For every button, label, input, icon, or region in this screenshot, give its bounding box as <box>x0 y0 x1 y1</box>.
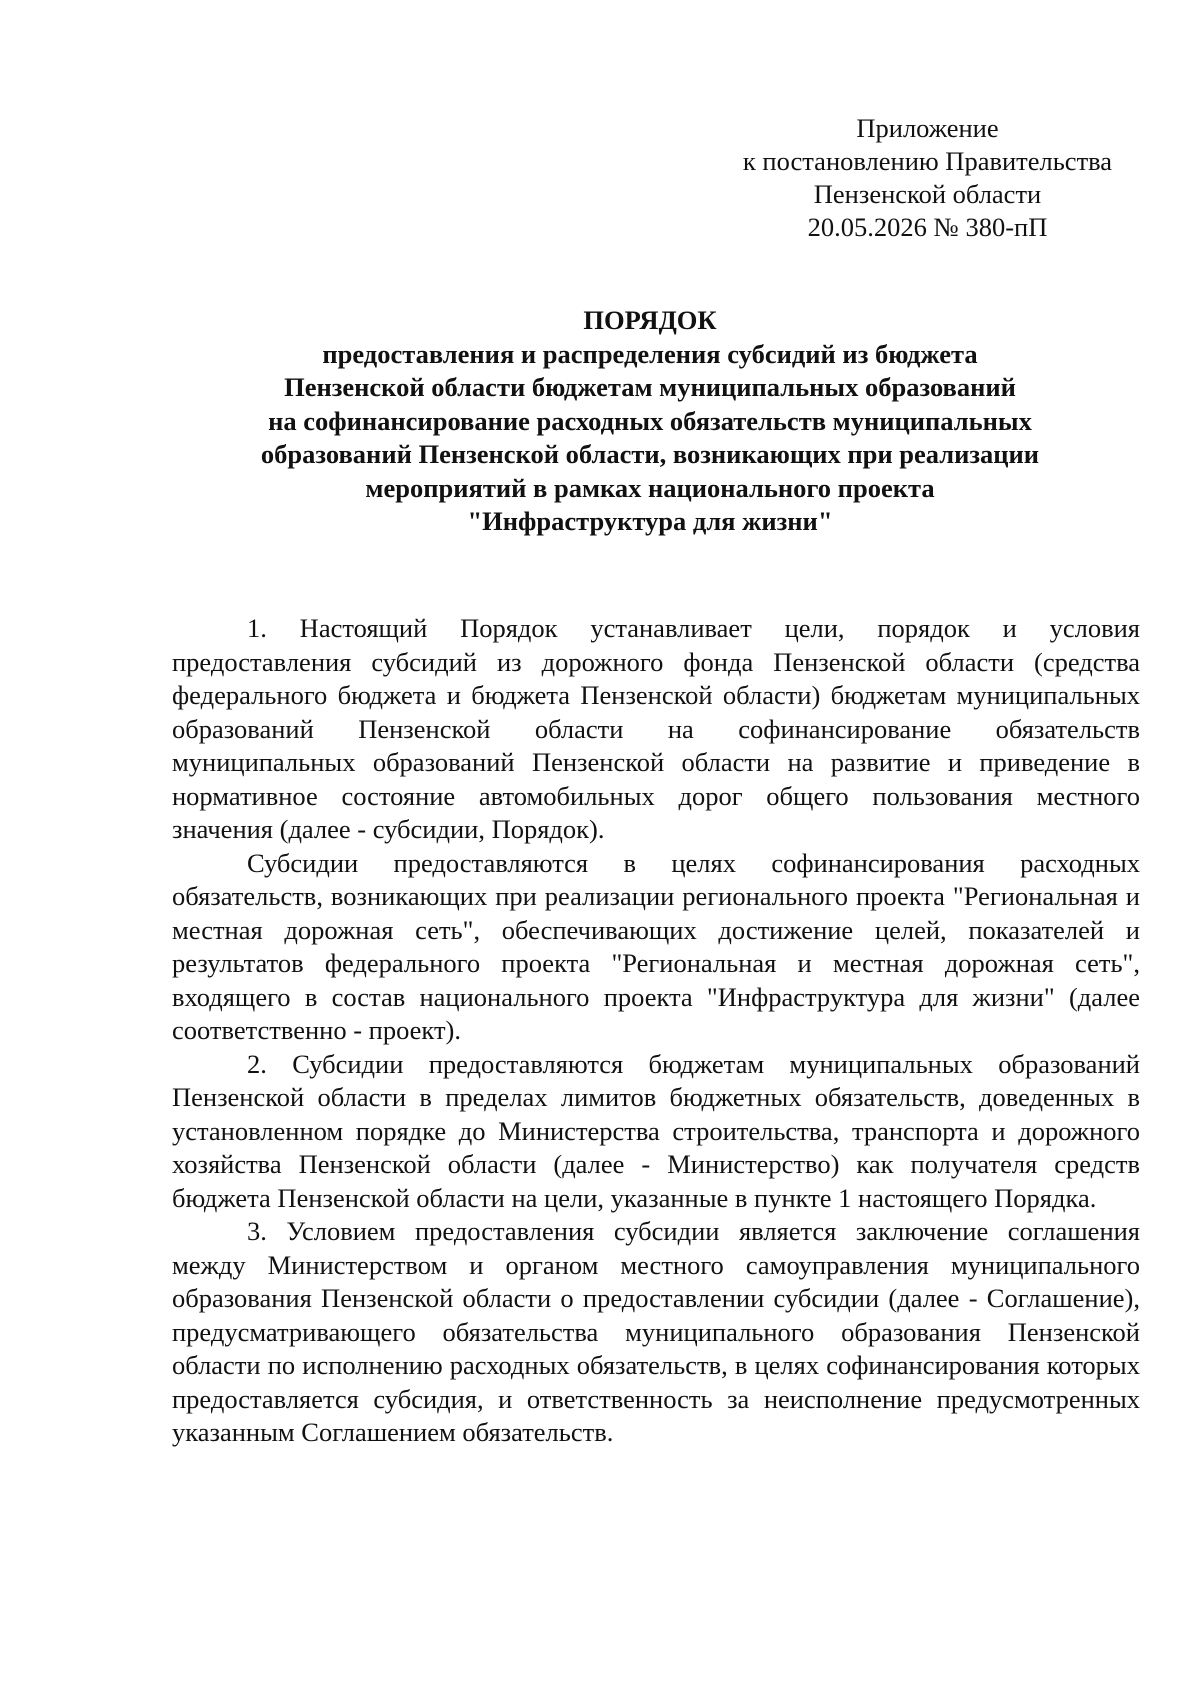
title-line: мероприятий в рамках национального проекта <box>365 472 935 503</box>
paragraph-2: 2. Субсидии предоставляются бюджетам муниципальных образований Пензенской области в пределах лимитов бюджетных обязательств, доведенных в установленном порядке до Министерства строительства, транспорта и дорожного хозяйства Пензенской области (далее - Министерство) как получателя средств бюджета Пензенской области на цели, указанные в пункте 1 настоящего Порядка. <box>172 1048 1140 1213</box>
title-line: образований Пензенской области, возникающих при реализации <box>260 439 1040 469</box>
title-line: "Инфраструктура для жизни" <box>467 506 833 536</box>
appendix-header <box>735 112 1120 244</box>
paragraph-3: 3. Условием предоставления субсидии является заключение соглашения между Министерством и органом местного самоуправления муниципального образования Пензенской области о предоставлении субсидии (далее - Соглашение), предусматривающего обязательства муниципального образования Пензенской области по исполнению расходных обязательств, в целях софинансирования которых предоставляется субсидия, и ответственность за неисполнение предусмотренных указанным Соглашением обязательств. <box>172 1216 1140 1447</box>
title-line: на софинансирование расходных обязательств муниципальных <box>268 405 1032 436</box>
title-line: Пензенской области бюджетам муниципальных образований <box>284 372 1016 402</box>
appendix-date-number: 20.05.2026 № 380-пП <box>807 212 1048 242</box>
document-body <box>172 612 1140 1450</box>
document-title <box>170 304 1130 539</box>
appendix-reference: к постановлению Правительства <box>742 146 1113 176</box>
title-heading: ПОРЯДОК <box>583 305 717 335</box>
appendix-region: Пензенской области <box>813 179 1042 209</box>
title-line: предоставления и распределения субсидий из бюджета <box>322 338 978 369</box>
appendix-label: Приложение <box>856 113 999 143</box>
paragraph-1: 1. Настоящий Порядок устанавливает цели, порядок и условия предоставления субсидий из дорожного фонда Пензенской области (средства федерального бюджета и бюджета Пензенской области) бюджетам муниципальных образований Пензенской области на софинансирование обязательств муниципальных образований Пензенской области на развитие и приведение в нормативное состояние автомобильных дорог общего пользования местного значения (далее - субсидии, Порядок). <box>172 613 1140 844</box>
paragraph-1-subsidies-purpose: Субсидии предоставляются в целях софинансирования расходных обязательств, возникающих при реализации регионального проекта "Региональная и местная дорожная сеть", обеспечивающих достижение целей, показателей и результатов федерального проекта "Региональная и местная дорожная сеть", входящего в состав национального проекта "Инфраструктура для жизни" (далее соответственно - проект). <box>172 847 1140 1045</box>
